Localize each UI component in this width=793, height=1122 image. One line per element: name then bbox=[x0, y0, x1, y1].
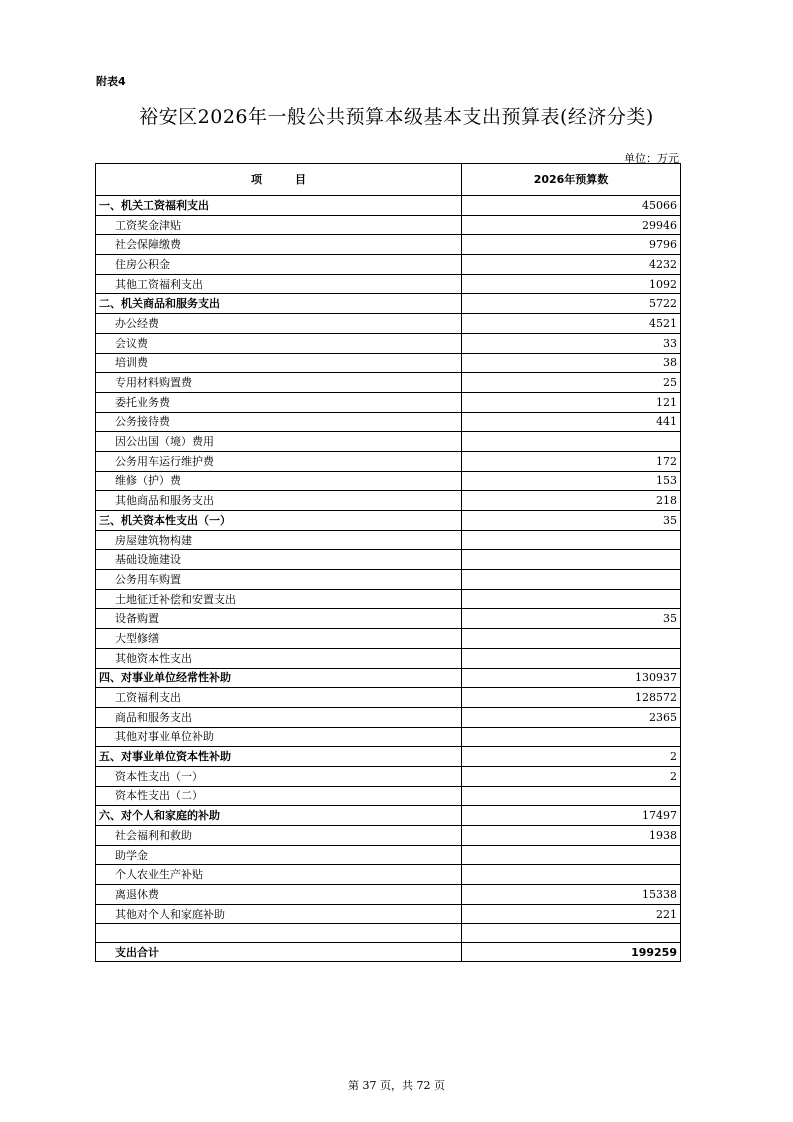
table-row bbox=[96, 333, 681, 353]
page-footer: 第 37 页，共 72 页 bbox=[348, 1079, 445, 1092]
table-row bbox=[96, 924, 681, 943]
row-name: 其他商品和服务支出 bbox=[96, 491, 462, 511]
row-amount: 29946 bbox=[462, 215, 681, 235]
row-name: 一、机关工资福利支出 bbox=[96, 196, 462, 216]
row-name: 其他资本性支出 bbox=[96, 648, 462, 668]
table-row bbox=[96, 274, 681, 294]
total-row bbox=[96, 943, 681, 962]
row-amount bbox=[462, 648, 681, 668]
row-name: 办公经费 bbox=[96, 314, 462, 334]
row-amount: 121 bbox=[462, 392, 681, 412]
category-row bbox=[96, 294, 681, 314]
table-row bbox=[96, 786, 681, 806]
table-row bbox=[96, 215, 681, 235]
table-row bbox=[96, 235, 681, 255]
row-amount bbox=[462, 865, 681, 885]
row-amount: 25 bbox=[462, 373, 681, 393]
row-name: 房屋建筑物构建 bbox=[96, 530, 462, 550]
table-row bbox=[96, 373, 681, 393]
page-title: 裕安区2026年一般公共预算本级基本支出预算表(经济分类) bbox=[139, 106, 654, 128]
row-amount: 9796 bbox=[462, 235, 681, 255]
row-name: 资本性支出（一） bbox=[96, 766, 462, 786]
row-name: 资本性支出（二） bbox=[96, 786, 462, 806]
row-amount bbox=[462, 786, 681, 806]
table-body bbox=[96, 196, 681, 962]
row-name: 六、对个人和家庭的补助 bbox=[96, 806, 462, 826]
category-row bbox=[96, 806, 681, 826]
row-name: 支出合计 bbox=[96, 943, 462, 962]
table-row bbox=[96, 471, 681, 491]
category-row bbox=[96, 668, 681, 688]
table-row bbox=[96, 412, 681, 432]
row-amount: 38 bbox=[462, 353, 681, 373]
row-amount bbox=[462, 845, 681, 865]
table-row bbox=[96, 727, 681, 747]
row-name: 助学金 bbox=[96, 845, 462, 865]
row-name: 基础设施建设 bbox=[96, 550, 462, 570]
table-row bbox=[96, 353, 681, 373]
row-name: 四、对事业单位经常性补助 bbox=[96, 668, 462, 688]
row-amount: 199259 bbox=[462, 943, 681, 962]
table-row bbox=[96, 885, 681, 905]
row-amount: 218 bbox=[462, 491, 681, 511]
row-amount: 4521 bbox=[462, 314, 681, 334]
table-row bbox=[96, 491, 681, 511]
row-name: 公务用车运行维护费 bbox=[96, 451, 462, 471]
table-row bbox=[96, 845, 681, 865]
row-amount: 2 bbox=[462, 766, 681, 786]
table-row bbox=[96, 530, 681, 550]
row-amount: 15338 bbox=[462, 885, 681, 905]
row-amount bbox=[462, 432, 681, 452]
row-amount: 1938 bbox=[462, 826, 681, 846]
table-row bbox=[96, 629, 681, 649]
row-name bbox=[96, 924, 462, 943]
row-amount: 2365 bbox=[462, 707, 681, 727]
row-amount: 130937 bbox=[462, 668, 681, 688]
row-amount: 33 bbox=[462, 333, 681, 353]
row-amount bbox=[462, 629, 681, 649]
row-name: 公务接待费 bbox=[96, 412, 462, 432]
row-amount bbox=[462, 530, 681, 550]
row-name: 委托业务费 bbox=[96, 392, 462, 412]
row-amount bbox=[462, 589, 681, 609]
row-name: 住房公积金 bbox=[96, 255, 462, 275]
row-amount: 35 bbox=[462, 511, 681, 531]
row-amount: 128572 bbox=[462, 688, 681, 708]
row-name: 专用材料购置费 bbox=[96, 373, 462, 393]
row-name: 二、机关商品和服务支出 bbox=[96, 294, 462, 314]
row-amount: 153 bbox=[462, 471, 681, 491]
table-row bbox=[96, 432, 681, 452]
row-amount: 5722 bbox=[462, 294, 681, 314]
row-name: 培训费 bbox=[96, 353, 462, 373]
table-row bbox=[96, 826, 681, 846]
table-row bbox=[96, 865, 681, 885]
row-amount: 441 bbox=[462, 412, 681, 432]
table-row bbox=[96, 570, 681, 590]
row-amount: 1092 bbox=[462, 274, 681, 294]
row-amount: 2 bbox=[462, 747, 681, 767]
table-row bbox=[96, 392, 681, 412]
budget-table bbox=[95, 163, 681, 962]
table-row bbox=[96, 255, 681, 275]
table-row bbox=[96, 766, 681, 786]
row-name: 其他工资福利支出 bbox=[96, 274, 462, 294]
row-name: 三、机关资本性支出（一） bbox=[96, 511, 462, 531]
table-header-row bbox=[96, 164, 681, 196]
row-name: 社会保障缴费 bbox=[96, 235, 462, 255]
row-name: 商品和服务支出 bbox=[96, 707, 462, 727]
row-amount bbox=[462, 924, 681, 943]
row-name: 其他对事业单位补助 bbox=[96, 727, 462, 747]
row-name: 工资奖金津贴 bbox=[96, 215, 462, 235]
row-name: 个人农业生产补贴 bbox=[96, 865, 462, 885]
row-name: 社会福利和救助 bbox=[96, 826, 462, 846]
table-row bbox=[96, 314, 681, 334]
table-row bbox=[96, 648, 681, 668]
row-amount: 45066 bbox=[462, 196, 681, 216]
table-row bbox=[96, 904, 681, 924]
table-row bbox=[96, 688, 681, 708]
row-name: 五、对事业单位资本性补助 bbox=[96, 747, 462, 767]
row-name: 公务用车购置 bbox=[96, 570, 462, 590]
row-name: 离退休费 bbox=[96, 885, 462, 905]
row-amount: 17497 bbox=[462, 806, 681, 826]
table-row bbox=[96, 589, 681, 609]
row-name: 土地征迁补偿和安置支出 bbox=[96, 589, 462, 609]
row-name: 因公出国（境）费用 bbox=[96, 432, 462, 452]
row-amount: 4232 bbox=[462, 255, 681, 275]
header-amount: 2026年预算数 bbox=[462, 164, 681, 196]
category-row bbox=[96, 196, 681, 216]
table-row bbox=[96, 707, 681, 727]
category-row bbox=[96, 747, 681, 767]
row-amount: 35 bbox=[462, 609, 681, 629]
row-amount bbox=[462, 570, 681, 590]
row-name: 会议费 bbox=[96, 333, 462, 353]
row-amount bbox=[462, 727, 681, 747]
row-name: 大型修缮 bbox=[96, 629, 462, 649]
table-row bbox=[96, 550, 681, 570]
unit-label: 单位：万元 bbox=[624, 152, 679, 165]
table-row bbox=[96, 609, 681, 629]
table-row bbox=[96, 451, 681, 471]
row-name: 其他对个人和家庭补助 bbox=[96, 904, 462, 924]
row-name: 工资福利支出 bbox=[96, 688, 462, 708]
header-item: 项 目 bbox=[96, 164, 462, 196]
row-amount: 172 bbox=[462, 451, 681, 471]
row-name: 维修（护）费 bbox=[96, 471, 462, 491]
row-amount bbox=[462, 550, 681, 570]
appendix-label: 附表4 bbox=[96, 75, 126, 88]
category-row bbox=[96, 511, 681, 531]
row-name: 设备购置 bbox=[96, 609, 462, 629]
row-amount: 221 bbox=[462, 904, 681, 924]
